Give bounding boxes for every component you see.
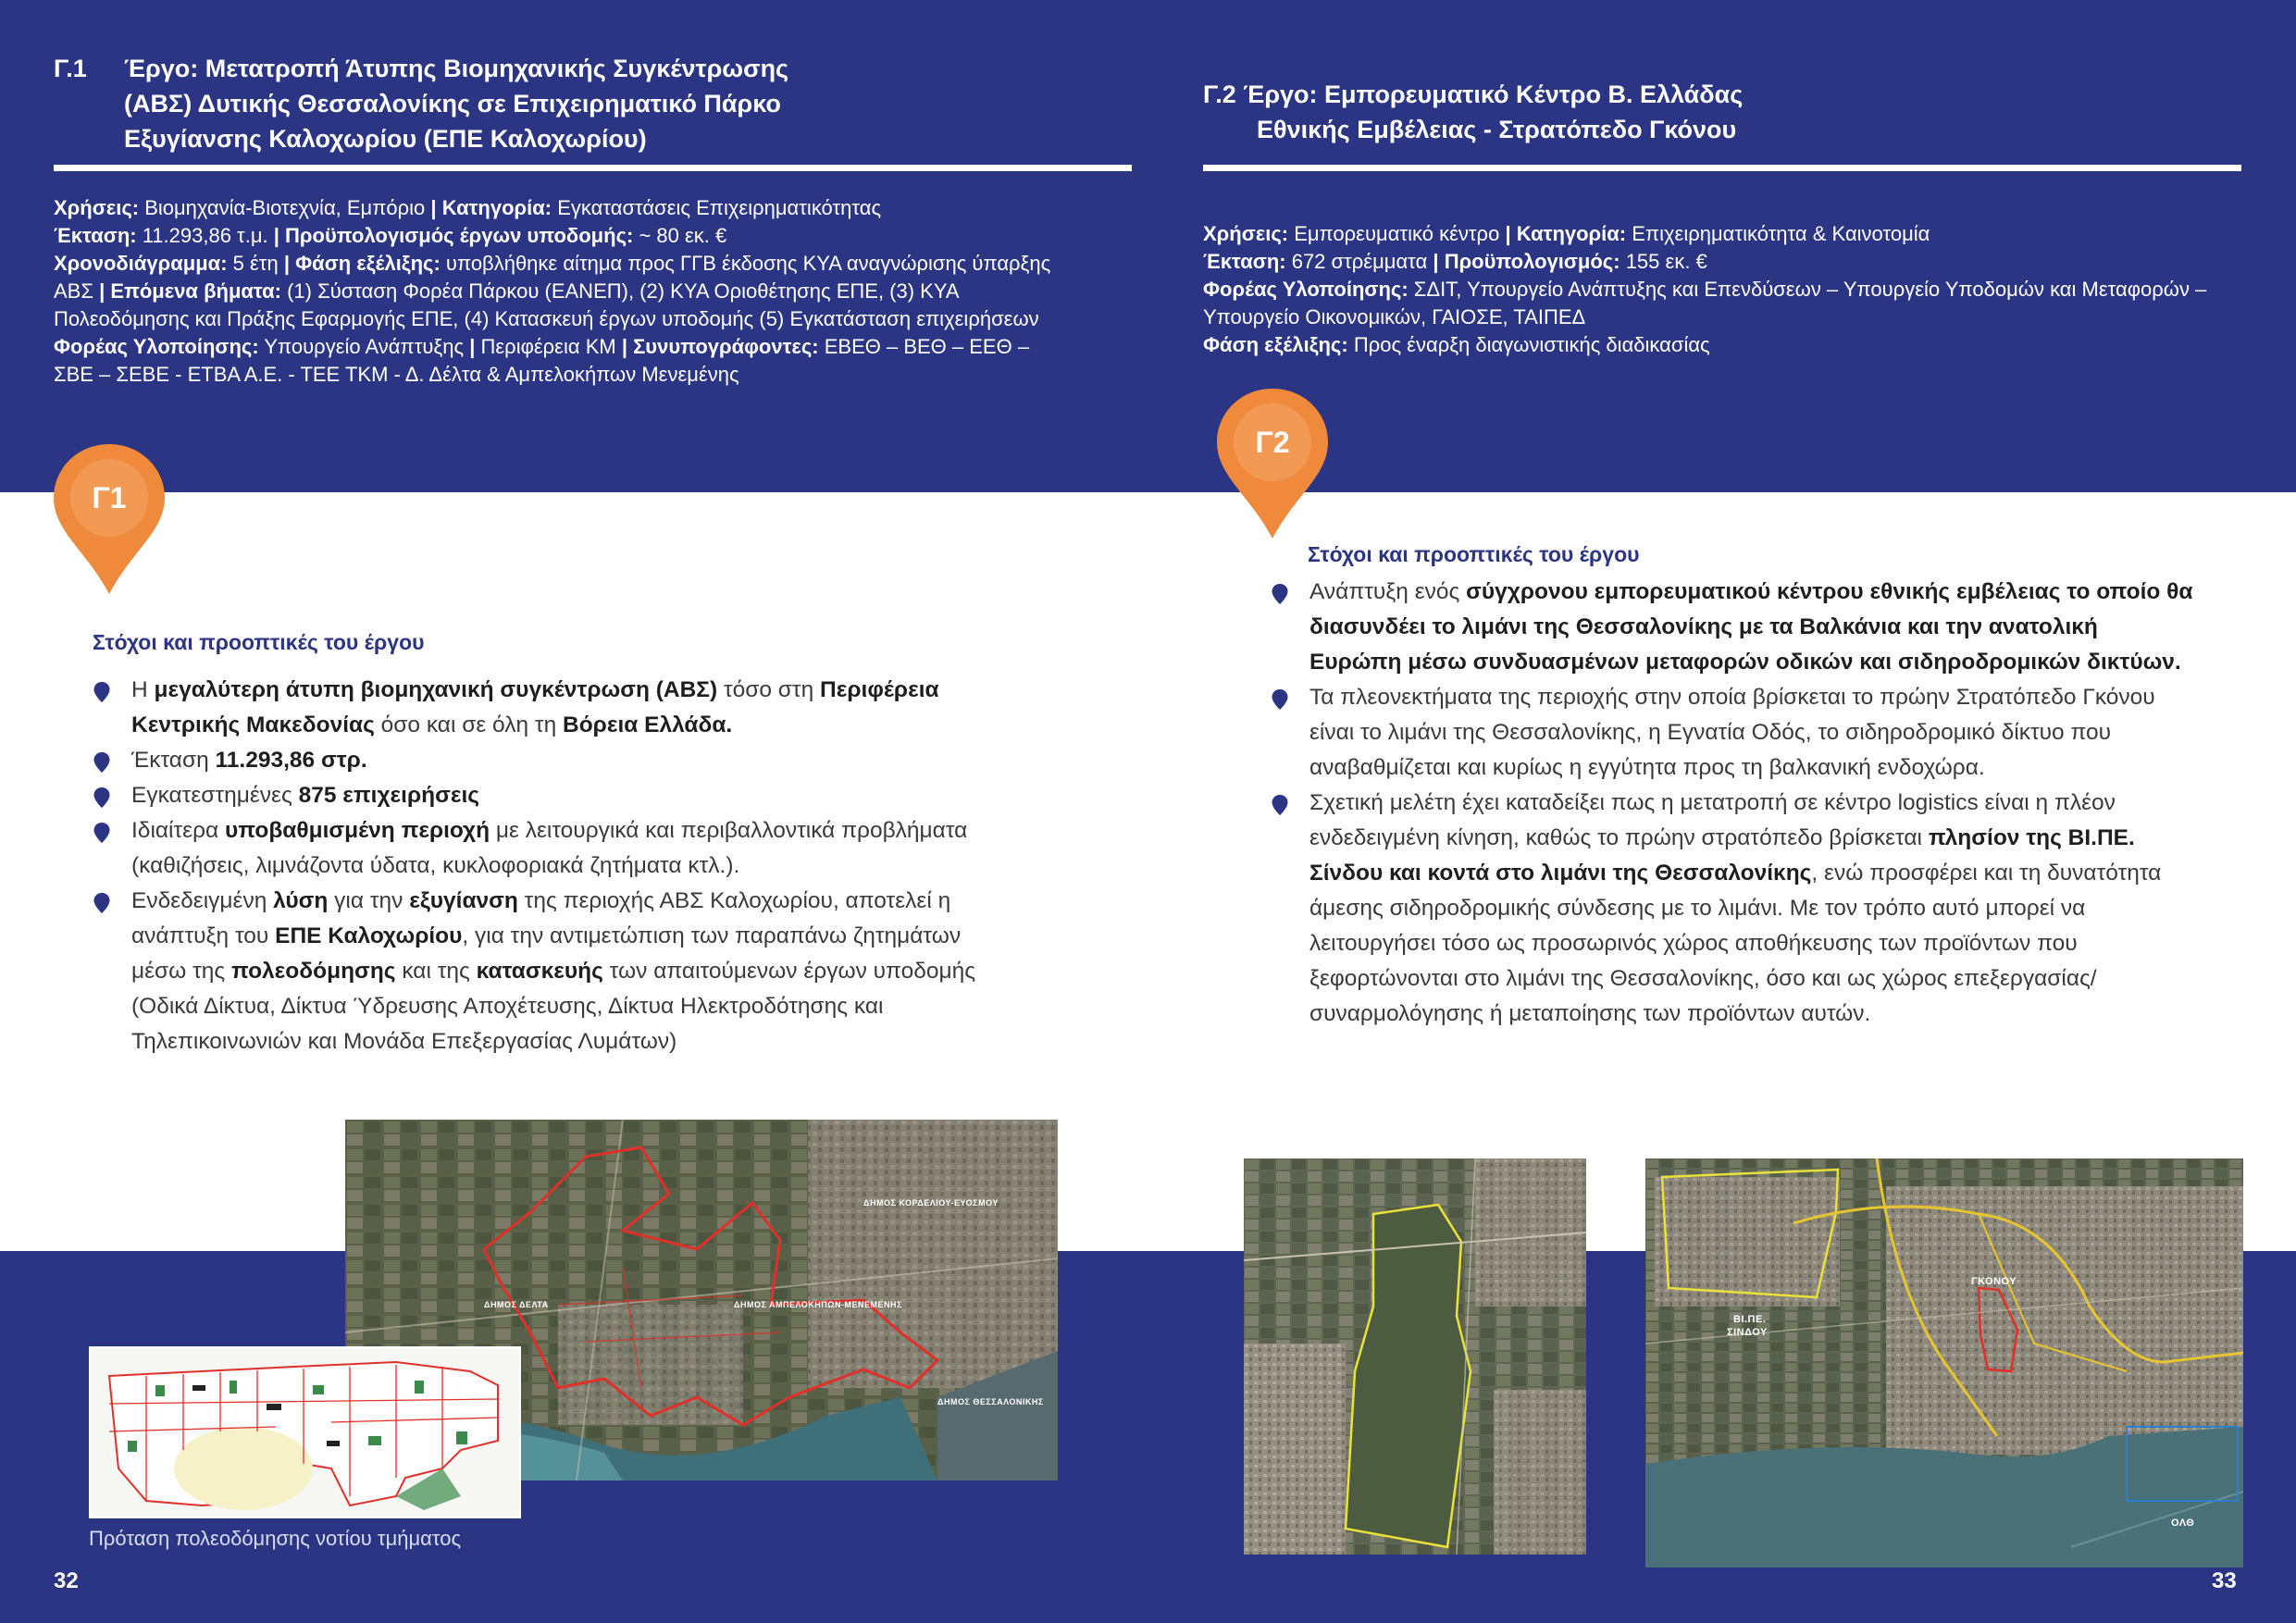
label-next-steps: Επόμενα βήματα:	[110, 279, 281, 303]
location-marker-icon	[93, 681, 111, 703]
label-area: Έκταση:	[1203, 250, 1286, 273]
left-title-rule	[54, 165, 1132, 171]
map-label-sindou: ΣΙΝΔΟΥ	[1727, 1327, 1768, 1338]
gkonou-camp-aerial	[1244, 1158, 1586, 1555]
list-item: Σχετική μελέτη έχει καταδείξει πως η μετατροπή σε κέντρο logistics είναι η πλέον ενδεδειγμένη κίνηση, καθώς το πρώην στρατόπεδο βρίσκεται πλησίον της ΒΙ.ΠΕ. Σίνδου και κοντά στο λιμάνι της Θεσσαλονίκης, ενώ προσφέρει και τη δυνατότητα άμεσης σιδηροδρομικής σύνδεσης με το λιμάνι. Με τον τρόπο αυτό μπορεί να λειτουργήσει τόσο ως προσωρινός χώρος αποθήκευσης των προϊόντων που ξεφορτώνονται στο λιμάνι της Θεσσαλονίκης, όσο και ως χώρος επεξεργασίας/συναρμολόγησης ή μεταποίησης των προϊόντων αυτών.	[1271, 786, 2196, 1032]
label-implementing-body: Φορέας Υλοποίησης:	[54, 335, 259, 358]
location-marker-icon	[93, 822, 111, 844]
left-goals-heading: Στόχοι και προοπτικές του έργου	[93, 630, 425, 654]
area-aerial-graphic	[1645, 1158, 2243, 1567]
right-title-line1: Γ.2 Έργο: Εμπορευματικό Κέντρο Β. Ελλάδας	[1203, 81, 1744, 108]
map-label-kordelio: ΔΗΜΟΣ ΚΟΡΔΕΛΙΟΥ-ΕΥΟΣΜΟΥ	[863, 1198, 999, 1208]
location-marker-icon	[1271, 688, 1289, 711]
map-label-vipe: ΒΙ.ΠΕ.	[1733, 1314, 1767, 1325]
separator: |	[621, 335, 627, 358]
location-marker-icon	[1271, 583, 1289, 605]
value-phase: υποβλήθηκε αίτημα προς ΓΓΒ έκδοσης ΚΥΑ αναγνώρισης ύπαρξης ΑΒΣ	[54, 252, 1051, 303]
separator: |	[99, 279, 105, 303]
right-project-details	[1203, 220, 2249, 359]
location-pin-icon	[1213, 385, 1332, 542]
map-label-olth: ΟΛΘ	[2171, 1518, 2195, 1529]
location-marker-icon	[93, 787, 111, 809]
list-item: Η μεγαλύτερη άτυπη βιομηχανική συγκέντρωση (ΑΒΣ) τόσο στη Περιφέρεια Κεντρικής Μακεδονίας όσο και σε όλη τη Βόρεια Ελλάδα.	[93, 673, 1018, 743]
separator: |	[1433, 250, 1439, 273]
location-marker-icon	[93, 892, 111, 914]
separator: |	[283, 252, 290, 275]
left-title-line3: Εξυγίανσης Καλοχωρίου (ΕΠΕ Καλοχωρίου)	[124, 125, 647, 153]
gkonou-area-aerial	[1645, 1158, 2243, 1567]
right-goals-heading: Στόχοι και προοπτικές του έργου	[1308, 542, 1640, 566]
map-label-gkonou: ΓΚΟΝΟΥ	[1971, 1276, 2017, 1287]
list-item: Τα πλεονεκτήματα της περιοχής στην οποία βρίσκεται το πρώην Στρατόπεδο Γκόνου είναι το λιμάνι της Θεσσαλονίκης, η Εγνατία Οδός, το σιδηροδρομικό δίκτυο που αναβαθμίζεται και κυρίως η εγγύτητα προς τη βαλκανική ενδοχώρα.	[1271, 680, 2196, 786]
page-number-right: 33	[2212, 1568, 2237, 1593]
label-uses: Χρήσεις:	[1203, 222, 1289, 245]
list-item: Έκταση 11.293,86 στρ.	[93, 743, 1018, 778]
label-area: Έκταση:	[54, 224, 137, 247]
separator: |	[273, 224, 279, 247]
camp-aerial-graphic	[1244, 1158, 1586, 1555]
value-budget: 155 εκ. €	[1620, 250, 1707, 273]
map-label-menemeni: ΔΗΜΟΣ ΑΜΠΕΛΟΚΗΠΩΝ-ΜΕΝΕΜΕΝΗΣ	[734, 1300, 902, 1309]
value-area: 672 στρέμματα	[1285, 250, 1433, 273]
page-number-left: 32	[54, 1568, 79, 1593]
map-label-delta: ΔΗΜΟΣ ΔΕΛΤΑ	[484, 1300, 549, 1309]
map-label-thessaloniki: ΔΗΜΟΣ ΘΕΣΣΑΛΟΝΙΚΗΣ	[937, 1397, 1044, 1406]
value-region: Περιφέρεια ΚΜ	[475, 335, 622, 358]
label-phase: Φάση εξέλιξης:	[295, 252, 441, 275]
pin-label: Γ1	[92, 481, 127, 514]
right-title-line2: Εθνικής Εμβέλειας - Στρατόπεδο Γκόνου	[1257, 116, 1737, 143]
value-implementing-body: ΣΔΙΤ, Υπουργείο Ανάπτυξης και Επενδύσεων – Υπουργείο Υποδομών και Μεταφορών – Υπουργείο Οικονομικών, ΓΑΙΟΣΕ, ΤΑΙΠΕΔ	[1203, 278, 2207, 328]
left-project-details	[54, 194, 1072, 389]
pin-label: Γ2	[1255, 426, 1290, 459]
value-next-steps: (1) Σύσταση Φορέα Πάρκου (ΕΑΝΕΠ), (2) ΚΥΑ Οριοθέτησης ΕΠΕ, (3) ΚΥΑ Πολεοδόμησης και Πράξης Εφαρμογής ΕΠΕ, (4) Κατασκευή έργων υποδομής (5) Εγκατάσταση επιχειρήσεων	[54, 279, 1039, 330]
value-uses: Εμπορευματικό κέντρο	[1288, 222, 1506, 245]
value-schedule: 5 έτη	[227, 252, 284, 275]
list-item: Ενδεδειγμένη λύση για την εξυγίανση της περιοχής ΑΒΣ Καλοχωρίου, αποτελεί η ανάπτυξη του ΕΠΕ Καλοχωρίου, για την αντιμετώπιση των παραπάνω ζητημάτων μέσω της πολεοδόμησης και της κατασκευής των απαιτούμενων έργων υποδομής (Οδικά Δίκτυα, Δίκτυα Ύδρευσης Αποχέτευσης, Δίκτυα Ηλεκτροδότησης και Τηλεπικοινωνιών και Μονάδα Επεξεργασίας Λυμάτων)	[93, 884, 1018, 1059]
label-cosigners: Συνυπογράφοντες:	[633, 335, 819, 358]
list-item: Ανάπτυξη ενός σύγχρονου εμπορευματικού κέντρου εθνικής εμβέλειας το οποίο θα διασυνδέει το λιμάνι της Θεσσαλονίκης με τα Βαλκάνια και την ανατολική Ευρώπη μέσω συνδυασμένων μεταφορών οδικών και σιδηροδρομικών δικτύων.	[1271, 575, 2196, 680]
urban-plan-inset	[89, 1346, 521, 1518]
label-schedule: Χρονοδιάγραμμα:	[54, 252, 228, 275]
value-uses: Βιομηχανία-Βιοτεχνία, Εμπόριο	[139, 196, 431, 219]
left-title-number: Γ.1	[54, 55, 87, 82]
left-project-title	[54, 51, 788, 156]
separator: |	[430, 196, 437, 219]
value-phase: Προς έναρξη διαγωνιστικής διαδικασίας	[1347, 333, 1710, 356]
value-category: Εγκαταστάσεις Επιχειρηματικότητας	[552, 196, 882, 219]
right-title-rule	[1203, 165, 2241, 171]
separator: |	[469, 335, 476, 358]
list-item: Εγκατεστημένες 875 επιχειρήσεις	[93, 778, 1018, 813]
left-title-line2: (ΑΒΣ) Δυτικής Θεσσαλονίκης σε Επιχειρηματικό Πάρκο	[124, 90, 781, 118]
value-implementing-body: Υπουργείο Ανάπτυξης	[258, 335, 470, 358]
location-pin-icon	[50, 440, 168, 598]
value-budget: ~ 80 εκ. €	[633, 224, 727, 247]
location-marker-icon	[1271, 794, 1289, 816]
value-area: 11.293,86 τ.μ.	[136, 224, 274, 247]
label-budget: Προϋπολογισμός:	[1444, 250, 1620, 273]
label-budget: Προϋπολογισμός έργων υποδομής:	[285, 224, 634, 247]
left-title-line1: Έργο: Μετατροπή Άτυπης Βιομηχανικής Συγκέντρωσης	[124, 55, 789, 82]
plan-caption: Πρόταση πολεοδόμησης νοτίου τμήματος	[89, 1527, 462, 1550]
right-goals-list	[1271, 575, 2196, 1032]
label-category: Κατηγορία:	[441, 196, 552, 219]
value-category: Επιχειρηματικότητα & Καινοτομία	[1626, 222, 1930, 245]
left-goals-list	[93, 673, 1018, 1059]
label-uses: Χρήσεις:	[54, 196, 140, 219]
label-phase: Φάση εξέλιξης:	[1203, 333, 1348, 356]
separator: |	[1505, 222, 1511, 245]
urban-plan-graphic	[91, 1348, 519, 1517]
label-implementing-body: Φορέας Υλοποίησης:	[1203, 278, 1409, 301]
location-marker-icon	[93, 751, 111, 774]
right-project-title	[1203, 77, 1743, 147]
value-cosigners: ΕΒΕΘ – ΒΕΘ – ΕΕΘ – ΣΒΕ – ΣΕΒΕ - ΕΤΒΑ Α.Ε. - ΤΕΕ ΤΚΜ - Δ. Δέλτα & Αμπελοκήπων Μενεμένης	[54, 335, 1030, 386]
label-category: Κατηγορία:	[1516, 222, 1627, 245]
list-item: Ιδιαίτερα υποβαθμισμένη περιοχή με λειτουργικά και περιβαλλοντικά προβλήματα (καθιζήσεις, λιμνάζοντα ύδατα, κυκλοφοριακά ζητήματα κτλ.).	[93, 813, 1018, 884]
